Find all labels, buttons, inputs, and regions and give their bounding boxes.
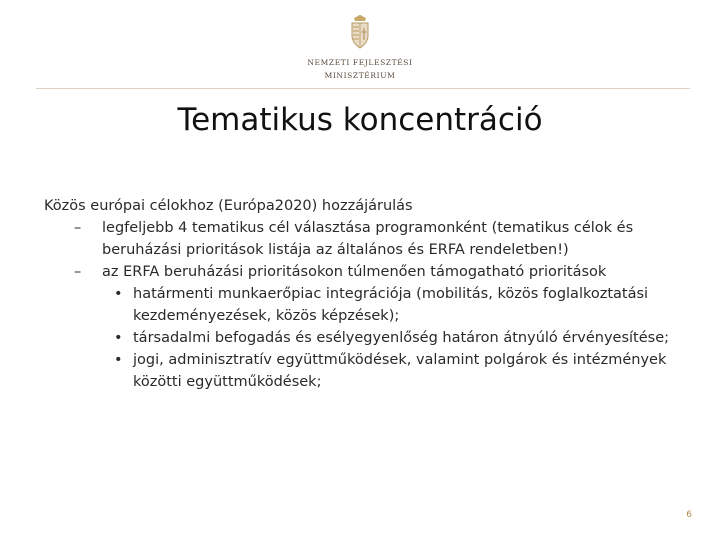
ministry-name-line2: MINISZTÉRIUM <box>324 71 396 80</box>
dash-marker: – <box>74 264 82 280</box>
sub-list-item-text: határmenti munkaerőpiac integrációja (mobilitás, közös foglalkoztatási kezdeményezések, közös képzések); <box>133 286 649 324</box>
sub-list-item <box>44 327 684 349</box>
slide-title: Tematikus koncentráció <box>177 102 543 138</box>
sub-list-item-text: jogi, adminisztratív együttműködések, valamint polgárok és intézmények közötti együttműködések; <box>133 352 667 390</box>
header-divider <box>36 88 690 89</box>
dash-marker: – <box>74 220 82 236</box>
coat-of-arms-icon <box>349 14 371 50</box>
sub-list-item <box>44 349 684 393</box>
bullet-marker: • <box>114 286 123 302</box>
ministry-name-line1: NEMZETI FEJLESZTÉSI <box>307 58 413 67</box>
list-item <box>44 217 684 261</box>
intro-text: Közös európai célokhoz (Európa2020) hozzájárulás <box>44 198 413 214</box>
slide-header <box>0 0 720 90</box>
bullet-marker: • <box>114 330 123 346</box>
bullet-marker: • <box>114 352 123 368</box>
list-item <box>44 261 684 283</box>
page-number: 6 <box>686 510 692 520</box>
sub-list-item <box>44 283 684 327</box>
sub-list-item-text: társadalmi befogadás és esélyegyenlőség határon átnyúló érvényesítése; <box>133 330 670 346</box>
slide-body <box>44 195 684 393</box>
list-item-text: legfeljebb 4 tematikus cél választása programonként (tematikus célok és beruházási prioritások listája az általános és ERFA rendeletben!) <box>102 220 634 258</box>
list-item-text: az ERFA beruházási prioritásokon túlmenően támogatható prioritások <box>102 264 607 280</box>
ministry-logo <box>300 14 420 80</box>
